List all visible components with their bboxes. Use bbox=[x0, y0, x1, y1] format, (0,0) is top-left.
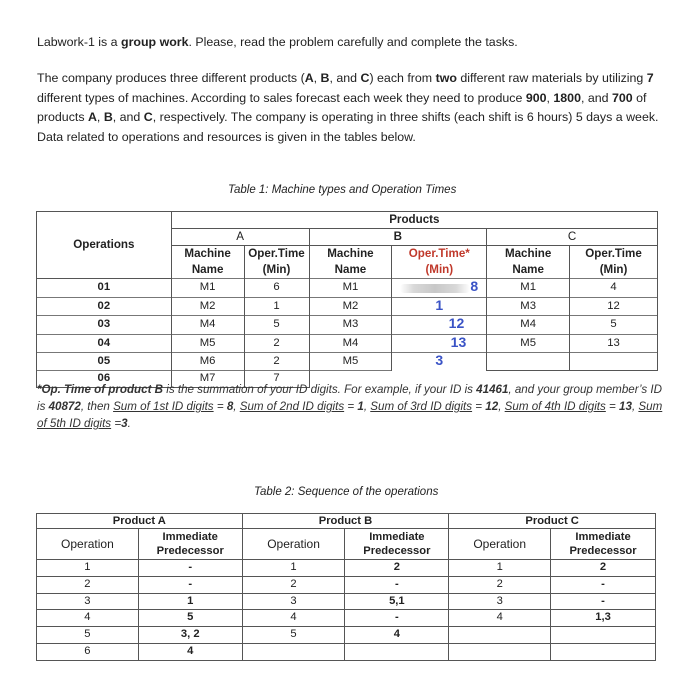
handwritten-value: 1 bbox=[435, 296, 444, 313]
machine-operation-table bbox=[36, 211, 658, 388]
handwritten-value: 3 bbox=[435, 352, 444, 369]
handwritten-value: 13 bbox=[450, 333, 467, 350]
operation-header-a: Operation bbox=[37, 529, 139, 560]
table-row: 03 M4 5 M3 12 M4 5 bbox=[37, 316, 658, 335]
table-row: 02 M2 1 M2 1 M3 12 bbox=[37, 297, 658, 316]
table-row: 05 M6 2 M5 3 bbox=[37, 353, 658, 371]
table2-caption: Table 2: Sequence of the operations bbox=[254, 486, 439, 498]
operation-sequence-table bbox=[36, 513, 656, 661]
oper-time-header-a: Oper.Time (Min) bbox=[244, 246, 309, 279]
machine-name-header-a: Machine Name bbox=[171, 246, 244, 279]
table-row: 5 3, 2 5 4 bbox=[37, 627, 656, 644]
operation-header-b: Operation bbox=[242, 529, 345, 560]
machine-name-header-b: Machine Name bbox=[309, 246, 392, 279]
product-c-header: C bbox=[487, 229, 658, 246]
table-row: 1 - 1 2 1 2 bbox=[37, 560, 656, 577]
table-row: 4 5 4 - 4 1,3 bbox=[37, 610, 656, 627]
handwritten-value: 12 bbox=[448, 315, 465, 332]
oper-time-header-c: Oper.Time (Min) bbox=[570, 246, 658, 279]
redacted-mark bbox=[400, 284, 470, 293]
product-b-header: B bbox=[309, 229, 487, 246]
product-a-group: Product A bbox=[37, 514, 243, 529]
problem-paragraph: The company produces three different products (A, B, and C) each from two different raw materials by utilizing 7 different types of machines. According to sales forecast each week they need to produce 900, 1800, and 700 of products A, B, and C, respectively. The company is operating in three shifts (each shift is 6 hours) 5 days a week. Data related to operations and resources is given in the tables below. bbox=[37, 71, 659, 144]
table-row: 01 M1 6 M1 8 M1 4 bbox=[37, 279, 658, 298]
predecessor-header-a: Immediate Predecessor bbox=[138, 529, 242, 560]
products-header: Products bbox=[171, 212, 657, 229]
operations-header: Operations bbox=[37, 212, 172, 279]
table-row: 2 - 2 - 2 - bbox=[37, 576, 656, 593]
table1-caption: Table 1: Machine types and Operation Times bbox=[228, 184, 457, 196]
table-row: 3 1 3 5,1 3 - bbox=[37, 593, 656, 610]
handwritten-value: 8 bbox=[470, 278, 479, 294]
operation-header-c: Operation bbox=[449, 529, 551, 560]
predecessor-header-c: Immediate Predecessor bbox=[551, 529, 656, 560]
predecessor-header-b: Immediate Predecessor bbox=[345, 529, 449, 560]
op-time-note: *Op. Time of product B is the summation of your ID digits. For example, if your ID is 41461, and your group member’s ID is 40872, then Sum of 1st ID digits = 8, Sum of 2nd ID digits = 1, Sum of 3rd ID digits = 12, Sum of 4th ID digits = 13, Sum of 5th ID digits =3. bbox=[37, 383, 663, 430]
table-row: 6 4 bbox=[37, 643, 656, 660]
product-b-group: Product B bbox=[242, 514, 449, 529]
product-c-group: Product C bbox=[449, 514, 656, 529]
product-a-header: A bbox=[171, 229, 309, 246]
oper-time-header-b: Oper.Time* (Min) bbox=[392, 246, 487, 279]
machine-name-header-c: Machine Name bbox=[487, 246, 570, 279]
intro-text: Labwork-1 is a group work. Please, read the problem carefully and complete the tasks. bbox=[37, 35, 518, 49]
table-row: 04 M5 2 M4 13 M5 13 bbox=[37, 334, 658, 353]
table-row: 06 M7 7 bbox=[37, 371, 658, 388]
